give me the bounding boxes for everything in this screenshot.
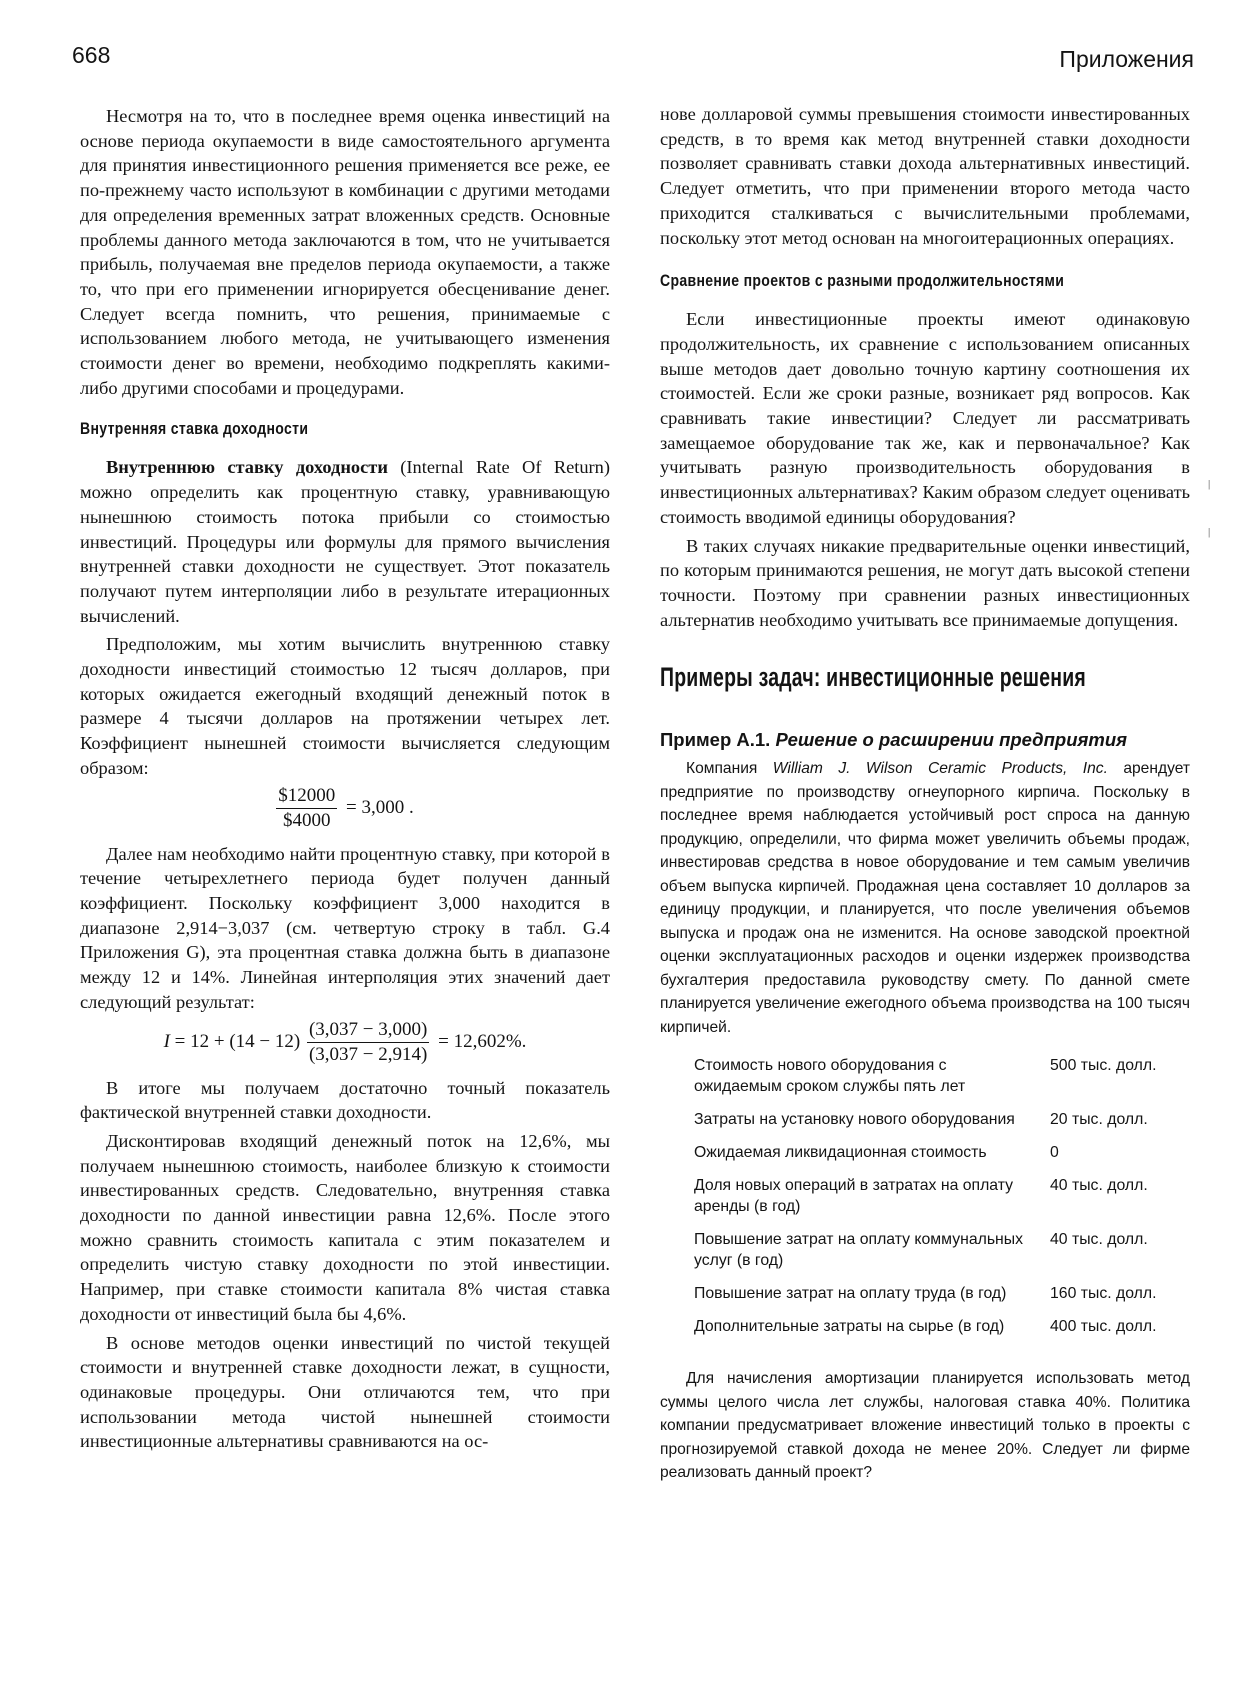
compare-paragraph-2: В таких случаях никакие предварительные оценки инвестиций, по которым принимаются решения, не могут дать высокой степени точности. Поэтому при сравнении разных инвестиционных альтернатив необходимо учитывать все принимаемые допущения. [660,535,1190,630]
table-row [694,1316,1157,1349]
formula-result: = 12,602%. [438,1031,527,1052]
cost-item: Ожидаемая ликвидационная стоимость [694,1144,987,1162]
cost-item: Повышение затрат на оплату труда (в год) [694,1285,1007,1303]
irr-definition-text: (Internal Rate Of Return) можно определить как процентную ставку, уравнивающую нынешнюю стоимость потока прибыли со стоимостью инвестиций. Процедуры или формулы для прямого вычисления внутренней ставки доходности не существует. Этот показатель получают путем интерполяции либо в результате итерационных вычислений. [80,457,610,626]
basis-paragraph: В основе методов оценки инвестиций по чистой текущей стоимости и внутренней ставке доходности лежат, в сущности, одинаковые процедуры. Они отличаются тем, что при использовании метода чистой нынешней стоимости инвестиционные альтернативы сравниваются на ос- [80,1332,610,1452]
suppose-paragraph: Предположим, мы хотим вычислить внутреннюю ставку доходности инвестиций стоимостью 12 тысяч долларов, при которых ожидается ежегодный входящий денежный поток в размере 4 тысячи долларов на протяжении четырех лет. Коэффициент нынешней стоимости вычисляется следующим образом: [80,634,610,778]
cost-table [694,1055,1157,1349]
pv-factor-fraction [276,785,337,832]
interpolation-intro-paragraph: Далее нам необходимо найти процентную ставку, при которой в течение четырехлетнего периода будет получен данный коэффициент. Поскольку коэффициент 3,000 находится в диапазоне 2,914−3,037 (см. четвертую строку в табл. G.4 Приложения G), эта процентная ставка должна быть в диапазоне между 12 и 14%. Линейная интерполяция этих значений дает следующий результат: [80,843,610,1012]
cost-item: Дополнительные затраты на сырье (в год) [694,1318,1005,1336]
interpolation-formula [80,1019,610,1066]
example-title-text: Решение о расширении предприятия [775,729,1128,751]
example-intro-prefix: Компания [686,760,773,778]
interpolation-fraction [307,1019,429,1066]
compare-paragraph-1: Если инвестиционные проекты имеют одинаковую продолжительность, их сравнение с использованием описанных выше методов дает довольно точную картину соотношения их стоимостей. Если же сроки разные, возникает ряд вопросов. Как сравнивать такие инвестиции? Следует ли рассматривать замещаемое оборудование так же, как и первоначальное? Как учитывать разную производительность оборудования в инвестиционных альтернативах? Каким образом следует оценивать стоимость вводимой единицы оборудования? [660,309,1190,527]
table-row [694,1283,1157,1316]
closing-paragraph: Для начисления амортизации планируется использовать метод суммы целого числа лет службы, налоговая ставка 40%. Политика компании предусматривает вложение инвестиций только в проекты с прогнозируемой ставкой дохода не менее 20%. Следует ли фирме реализовать данный проект? [660,1370,1190,1482]
cost-item: Затраты на установку нового оборудования [694,1111,1015,1129]
fraction-denominator: $4000 [283,809,331,831]
result-paragraph: В итоге мы получаем достаточно точный показатель фактической внутренней ставки доходности. [80,1077,610,1123]
cost-item: Повышение затрат на оплату коммунальных услуг (в год) [694,1231,1024,1270]
formula-prefix: = 12 + (14 − 12) [169,1031,301,1052]
left-column [80,104,610,1458]
cost-value: 20 тыс. долл. [1050,1111,1148,1129]
table-row [694,1109,1157,1142]
formula-result: = 3,000 . [346,797,414,819]
irr-term: Внутреннюю ставку доходности [106,457,388,478]
cost-value: 40 тыс. долл. [1050,1177,1148,1195]
table-row [694,1055,1157,1109]
scan-speck: | [1208,478,1211,490]
page-number: 668 [72,42,111,68]
example-intro-paragraph [660,757,1190,1039]
irr-heading: Внутренняя ставка доходности [80,420,309,439]
irr-definition-paragraph [80,455,610,628]
scan-speck: | [1208,526,1211,538]
fraction-numerator: (3,037 − 3,000) [307,1019,429,1043]
table-row [694,1229,1157,1283]
cost-item: Стоимость нового оборудования с ожидаемым сроком службы пять лет [694,1057,966,1096]
fraction-numerator: $12000 [276,785,337,809]
cost-value: 40 тыс. долл. [1050,1231,1148,1249]
section-title: Приложения [1059,46,1194,72]
right-column [660,102,1190,1485]
examples-heading: Примеры задач: инвестиционные решения [660,662,1086,693]
continued-paragraph: нове долларовой суммы превышения стоимости инвестированных средств, в то время как метод внутренней ставки доходности позволяет сравнивать ставки дохода альтернативных инвестиций. Следует отметить, что при применении второго метода часто приходится сталкиваться с вычислительными проблемами, поскольку этот метод основан на многоитерационных операциях. [660,104,1190,248]
cost-value: 0 [1050,1144,1059,1162]
company-name: William J. Wilson Ceramic Products, Inc. [772,760,1108,778]
cost-value: 160 тыс. долл. [1050,1285,1157,1303]
example-title [660,729,1190,751]
pv-factor-formula [80,785,610,832]
formula-lhs [164,1031,301,1053]
formula-variable: I [163,1031,170,1052]
cost-item: Доля новых операций в затратах на оплату аренды (в год) [694,1177,1014,1216]
table-row [694,1142,1157,1175]
cost-value: 400 тыс. долл. [1050,1318,1157,1336]
fraction-denominator: (3,037 − 2,914) [308,1043,428,1065]
example-label: Пример А.1. [660,729,771,751]
compare-heading: Сравнение проектов с разными продолжительностями [660,272,1065,291]
intro-paragraph: Несмотря на то, что в последнее время оценка инвестиций на основе периода окупаемости в виде самостоятельного аргумента для принятия инвестиционного решения применяется все реже, ее по-прежнему часто используют в комбинации с другими методами для определения временных затрат вложенных средств. Основные проблемы данного метода заключаются в том, что не учитывается прибыль, получаемая вне пределов периода окупаемости, а также то, что при его применении игнорируется обесценивание денег. Следует всегда помнить, что решения, принимаемые с использованием любого метода, не учитывающего изменения стоимости денег во времени, необходимо подкреплять какими-либо другими способами и процедурами. [80,106,610,398]
example-intro-text: арендует предприятие по производству огнеупорного кирпича. Поскольку в последнее время наблюдается устойчивый рост спроса на данную продукцию, определили, что фирма может увеличить объемы продаж, инвестировав средства в новое оборудование и тем самым увеличив объем выпуска кирпичей. Продажная цена составляет 10 долларов за единицу продукции, и планируется, что после увеличения объемов выпуска и продаж она не изменится. На основе заводской проектной оценки эксплуатационных расходов и оценки издержек производства бухгалтерия предоставила руководству смету. По данной смете планируется увеличение ежегодного объема производства на 100 тысяч кирпичей. [660,760,1190,1036]
table-row [694,1175,1157,1229]
discount-paragraph: Дисконтировав входящий денежный поток на 12,6%, мы получаем нынешнюю стоимость, наиболее близкую к стоимости инвестированных средств. Следовательно, внутренняя ставка доходности по данной инвестиции равна 12,6%. После этого можно сравнить стоимость капитала с этим показателем и определить чистую ставку доходности по этой инвестиции. Например, при ставке стоимости капитала 8% чистая ставка доходности от инвестиций была бы 4,6%. [80,1130,610,1324]
cost-value: 500 тыс. долл. [1050,1057,1157,1075]
